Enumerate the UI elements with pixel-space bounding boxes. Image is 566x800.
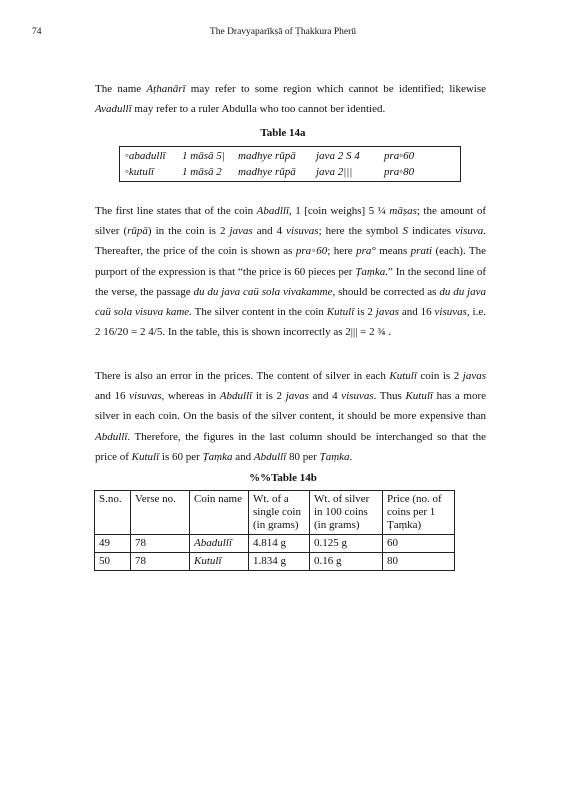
table-14b: [94, 490, 455, 571]
text-run: is 2: [354, 306, 376, 319]
text-run: and 16: [95, 390, 130, 403]
table-14a-cell: java 2|||: [316, 166, 353, 178]
italic-text: Ṭaṃka: [319, 450, 350, 463]
text-run: may refer to a ruler Abdulla who too cannot ber identied.: [131, 103, 386, 116]
italic-text: Aṭhanārī: [146, 83, 186, 95]
italic-text: S: [402, 225, 408, 238]
text-run: . Therefore, the figures in the last column should be interchanged so that the price of: [95, 430, 486, 463]
text-run: i.e. 2 16/20 = 2 4/5. In the table, this is shown incorrectly as 2||| = 2 ¾ .: [95, 306, 486, 339]
text-run: The first line states that of the coin: [95, 205, 257, 217]
text-run: (each). The purport of the expression is that “the price is 60 pieces per: [95, 245, 486, 278]
italic-text: rūpā: [127, 225, 148, 238]
italic-text: māṣas: [389, 205, 417, 217]
text-run: indicates: [407, 225, 456, 238]
text-run: .: [349, 450, 353, 463]
table-14a-caption: Table 14a: [260, 127, 306, 139]
italic-text: Ṭaṃka: [202, 450, 233, 463]
italic-text: Abdullī: [95, 430, 128, 443]
table-header-row: [95, 491, 455, 535]
text-run: it is 2: [252, 390, 286, 403]
italic-text: javas: [229, 225, 253, 238]
italic-text: Abadllī,: [256, 205, 292, 217]
text-run: and 4: [252, 225, 287, 238]
table-cell: Kutulī: [190, 553, 249, 571]
italic-text: Kutulī: [405, 390, 433, 403]
italic-text: prati: [410, 245, 433, 258]
table-14a-cell: pra◦60: [384, 150, 415, 162]
italic-text: Kutulī: [131, 450, 160, 463]
paragraph-1: [95, 79, 486, 119]
text-run: Thereafter, the price of the coin is shown as: [95, 245, 296, 258]
table-cell: Abadullī: [190, 535, 249, 553]
table-14a-cell: madhye rūpā: [238, 166, 296, 178]
column-header: Wt. of a single coin (in grams): [249, 491, 310, 535]
text-run: ; here the symbol: [318, 225, 403, 238]
table-row: [95, 535, 455, 553]
italic-text: Kutulī: [389, 370, 417, 382]
italic-text: javas: [285, 390, 309, 403]
text-run: coin is 2: [416, 370, 463, 382]
table-14a-row: [120, 148, 460, 165]
italic-text: Avadullī: [95, 103, 132, 116]
italic-text: Kutulī: [326, 306, 355, 319]
text-run: The silver content in the coin: [191, 306, 327, 319]
table-14a-cell: ◦abadullī: [125, 150, 166, 162]
text-run: ” In the second line of the verse, the passage: [95, 265, 486, 298]
text-run: ; the amount of silver (: [95, 205, 486, 238]
table-14a-cell: 1 māsā 2: [182, 166, 222, 178]
text-run: should be corrected as: [335, 285, 440, 298]
table-cell: 0.125 g: [310, 535, 383, 553]
text-run: ; here: [327, 245, 357, 258]
page-header: [0, 27, 566, 43]
paragraph-2: [95, 201, 486, 342]
text-run: means: [375, 245, 411, 258]
table-cell: 78: [131, 535, 190, 553]
paragraph-3: [95, 366, 486, 467]
italic-text: visuvas: [286, 225, 319, 238]
text-run: and 4: [308, 390, 342, 403]
italic-text: Abdullī: [253, 450, 287, 463]
text-run: ) in the coin is 2: [147, 225, 230, 238]
italic-text: javas: [462, 370, 486, 382]
italic-text: visuvas: [129, 390, 162, 403]
table-cell: 0.16 g: [310, 553, 383, 571]
italic-text: javas: [375, 306, 399, 319]
table-14a-cell: ◦kutulī: [125, 166, 154, 178]
text-run: The name: [95, 83, 147, 95]
column-header: Price (no. of coins per 1 Ṭaṃka): [383, 491, 455, 535]
table-cell: 49: [95, 535, 131, 553]
table-cell: 50: [95, 553, 131, 571]
text-run: and 16: [399, 306, 435, 319]
table-cell: 80: [383, 553, 455, 571]
italic-text: pra◦60: [295, 245, 328, 258]
page-number: 74: [32, 27, 42, 37]
table-row: [95, 553, 455, 571]
text-run: may refer to some region which cannot be identified; likewise: [185, 83, 486, 95]
text-run: , whereas in: [161, 390, 220, 403]
text-run: has a more silver in each coin. On the basis of the silver content, it should be more expensive than: [95, 390, 487, 423]
column-header: S.no.: [95, 491, 131, 535]
italic-text: du du java caü sola visuva kame.: [95, 285, 486, 319]
text-run: . Thus: [373, 390, 406, 403]
text-run: There is also an error in the prices. The content of silver in each: [95, 370, 390, 382]
column-header: Verse no.: [131, 491, 190, 535]
text-run: and: [232, 450, 254, 463]
italic-text: pra°: [356, 245, 376, 258]
table-cell: 78: [131, 553, 190, 571]
table-14a-cell: 1 māsā 5|: [182, 150, 225, 162]
table-14a-cell: madhye rūpā: [238, 150, 296, 162]
italic-text: visuvas: [341, 390, 374, 403]
running-title: The Dravyaparīkṣā of Ṭhakkura Pherū: [209, 27, 357, 37]
italic-text: Ṭaṃka.: [355, 265, 389, 278]
italic-text: Abdullī: [219, 390, 253, 403]
text-run: 1 [coin weighs] 5 ¼: [291, 205, 390, 217]
table-14b-caption: %%Table 14b: [249, 472, 317, 484]
italic-text: visuva.: [455, 225, 486, 238]
italic-text: visuvas,: [434, 306, 470, 319]
table-14a-row: [120, 164, 460, 181]
table-14a-cell: java 2 S 4: [316, 150, 360, 162]
text-run: is 60 per: [159, 450, 203, 463]
column-header: Wt. of silver in 100 coins (in grams): [310, 491, 383, 535]
text-run: 80 per: [286, 450, 320, 463]
italic-text: du du java caü sola vivakamme,: [193, 285, 336, 298]
table-14a-cell: pra◦80: [384, 166, 415, 178]
table-cell: 1.834 g: [249, 553, 310, 571]
table-14a: [119, 146, 461, 182]
table-cell: 4.814 g: [249, 535, 310, 553]
table-cell: 60: [383, 535, 455, 553]
column-header: Coin name: [190, 491, 249, 535]
